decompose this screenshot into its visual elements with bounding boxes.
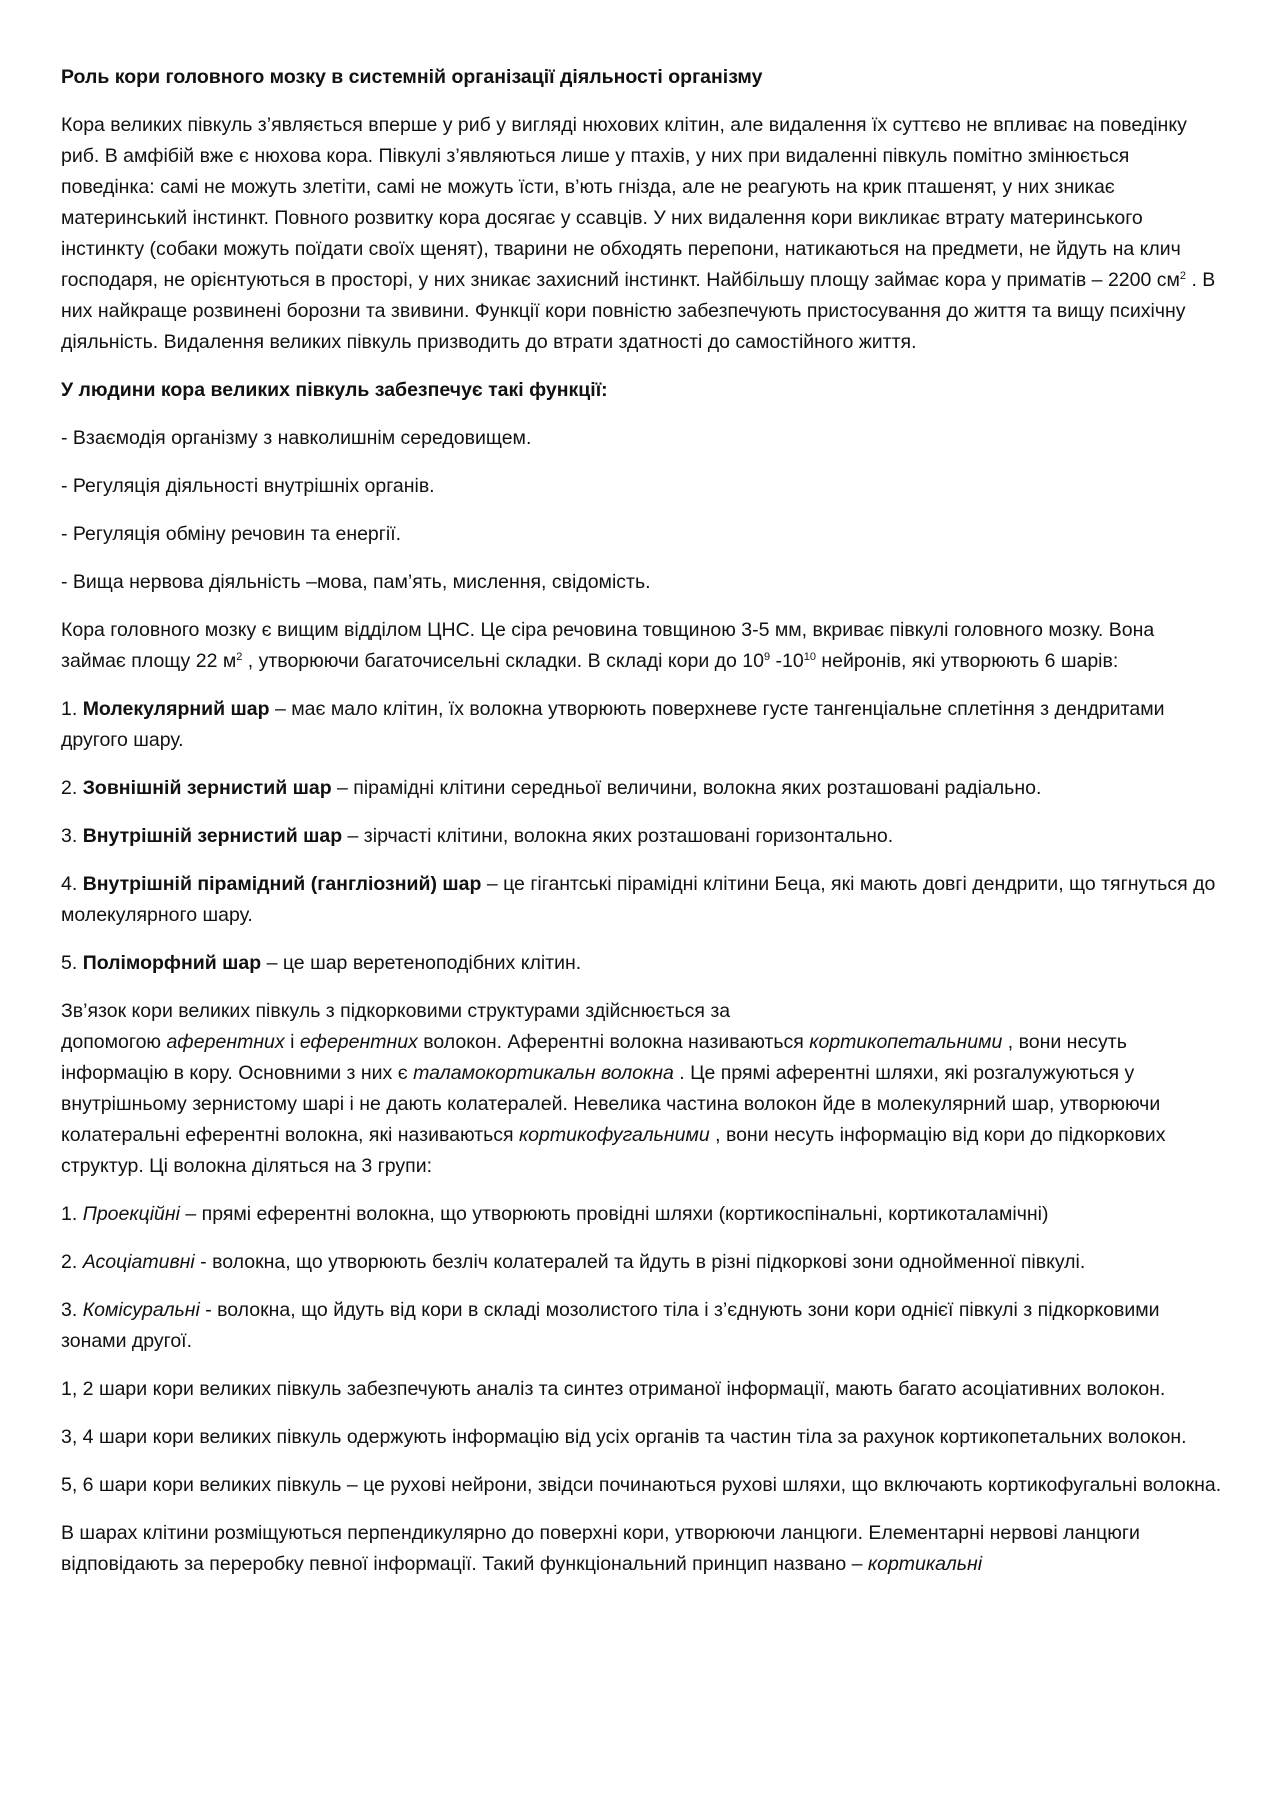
fiber-group-description: – прямі еферентні волокна, що утворюють провідні шляхи (кортикоспінальні, кортикоталамічні) xyxy=(179,1203,1049,1225)
connections-text-f: , вони несуть інформацію від кори до підкоркових структур. Ці волокна діляться на 3 групи: xyxy=(61,1124,1166,1177)
layer-name: Внутрішній пірамідний (гангліозний) шар xyxy=(82,873,482,895)
layer-number: 2. xyxy=(61,777,83,799)
layer-item-1 xyxy=(61,694,1222,756)
layer-item-5 xyxy=(61,948,1222,979)
term-corticofugal: кортикофугальними xyxy=(518,1124,710,1146)
function-item: - Вища нервова діяльність –мова, пам’ять, мислення, свідомість. xyxy=(61,571,651,593)
fiber-group-name: Асоціативні xyxy=(82,1251,195,1273)
intro-superscript: 2 xyxy=(1179,270,1187,282)
term-cortical: кортикальні xyxy=(867,1553,983,1575)
layer-description: – має мало клітин, їх волокна утворюють поверхневе густе тангенціальне сплетіння з дендритами другого шару. xyxy=(61,698,1165,751)
function-item: - Регуляція діяльності внутрішніх органів. xyxy=(61,475,435,497)
closing-text: В шарах клітини розміщуються перпендикулярно до поверхні кори, утворюючи ланцюги. Елементарні нервові ланцюги відповідають за переробку певної інформації. Такий функціональний принцип названо – xyxy=(61,1522,1140,1575)
connections-text-c: волокон. Аферентні волокна називаються xyxy=(417,1031,810,1053)
layer-role-paragraph: 3, 4 шари кори великих півкуль одержують інформацію від усіх органів та частин тіла за рахунок кортикопетальних волокон. xyxy=(61,1426,1187,1448)
cortex-superscript-9: 9 xyxy=(764,651,771,663)
cortex-text-c: -10 xyxy=(770,650,804,672)
fiber-group-number: 1. xyxy=(61,1203,83,1225)
intro-text-b: . В них найкраще розвинені борозни та звивини. Функції кори повністю забезпечують пристосування до життя та вищу психічну діяльність. Видалення великих півкуль призводить до втрати здатності до самостійного життя. xyxy=(61,269,1216,353)
layer-description: – це шар веретеноподібних клітин. xyxy=(261,952,582,974)
connections-text-a: допомогою xyxy=(61,1031,167,1053)
layer-number: 4. xyxy=(61,873,83,895)
fiber-group-number: 3. xyxy=(61,1299,83,1321)
layer-number: 3. xyxy=(61,825,83,847)
layer-description: – це гігантські пірамідні клітини Беца, які мають довгі дендрити, що тягнуться до молекулярного шару. xyxy=(61,873,1216,926)
term-efferent: еферентних xyxy=(299,1031,418,1053)
fiber-group-name: Проекційні xyxy=(82,1203,180,1225)
layer-name: Внутрішній зернистий шар xyxy=(82,825,343,847)
layer-name: Зовнішній зернистий шар xyxy=(82,777,332,799)
intro-text-a: Кора великих півкуль з’являється вперше у риб у вигляді нюхових клітин, але видалення їх суттєво не впливає на поведінку риб. В амфібій вже є нюхова кора. Півкулі з’являються лише у птахів, у них при видаленні півкуль помітно змінюється поведінка: самі не можуть злетіти, самі не можуть їсти, в’ють гнізда, але не реагують на крик пташенят, у них зникає материнський інстинкт. Повного розвитку кора досягає у ссавців. У них видалення кори викликає втрату материнського інстинкту (собаки можуть поїдати своїх щенят), тварини не обходять перепони, натикаються на предмети, не йдуть на клич господаря, не орієнтуються в просторі, у них зникає захисний інстинкт. Найбільшу площу займає кора у приматів – 2200 см xyxy=(61,114,1187,291)
fiber-group-description: - волокна, що утворюють безліч колатералей та йдуть в різні підкоркові зони однойменної півкулі. xyxy=(194,1251,1086,1273)
layer-description: – зірчасті клітини, волокна яких розташовані горизонтально. xyxy=(342,825,894,847)
closing-paragraph xyxy=(61,1518,1222,1580)
fiber-group-1 xyxy=(61,1199,1222,1230)
cortex-text-b: , утворюючи багаточисельні складки. В складі кори до 10 xyxy=(242,650,764,672)
cortex-superscript-area: 2 xyxy=(236,651,243,663)
fiber-group-name: Комісуральні xyxy=(82,1299,200,1321)
connections-text-e: . Це прямі аферентні шляхи, які розгалужуються у внутрішньому зернистому шарі і не дають колатералей. Невелика частина волокон йде в молекулярний шар, утворюючи колатеральні еферентні волокна, які називаються xyxy=(61,1062,1161,1146)
layer-number: 1. xyxy=(61,698,83,720)
function-item: - Взаємодія організму з навколишнім середовищем. xyxy=(61,427,532,449)
functions-heading: У людини кора великих півкуль забезпечує такі функції: xyxy=(61,379,608,401)
intro-paragraph xyxy=(61,110,1222,358)
connections-paragraph xyxy=(61,996,1222,1182)
cortex-text-a: Кора головного мозку є вищим відділом ЦНС. Це сіра речовина товщиною 3-5 мм, вкриває півкулі головного мозку. Вона займає площу 22 м xyxy=(61,619,1155,672)
fiber-group-number: 2. xyxy=(61,1251,83,1273)
layer-name: Молекулярний шар xyxy=(82,698,270,720)
connections-text-b: і xyxy=(284,1031,300,1053)
layer-name: Поліморфний шар xyxy=(82,952,262,974)
cortex-superscript-10: 10 xyxy=(803,651,816,663)
term-corticopetal: кортикопетальними xyxy=(809,1031,1003,1053)
layer-description: – пірамідні клітини середньої величини, волокна яких розташовані радіально. xyxy=(331,777,1042,799)
fiber-group-description: - волокна, що йдуть від кори в складі мозолистого тіла і з’єднують зони кори однієї півкулі з підкорковими зонами другої. xyxy=(61,1299,1160,1352)
fiber-group-2 xyxy=(61,1247,1222,1278)
term-thalamocortical: таламокортикальн волокна xyxy=(413,1062,674,1084)
cortex-text-d: нейронів, які утворюють 6 шарів: xyxy=(815,650,1119,672)
layer-number: 5. xyxy=(61,952,83,974)
layer-item-2 xyxy=(61,773,1222,804)
function-item: - Регуляція обміну речовин та енергії. xyxy=(61,523,402,545)
layer-item-4 xyxy=(61,869,1222,931)
fiber-group-3 xyxy=(61,1295,1222,1357)
term-afferent: аферентних xyxy=(166,1031,285,1053)
cortex-paragraph xyxy=(61,615,1222,677)
layer-role-paragraph: 5, 6 шари кори великих півкуль – це рухові нейрони, звідси починаються рухові шляхи, що включають кортикофугальні волокна. xyxy=(61,1474,1222,1496)
connections-text-d: , вони несуть інформацію в кору. Основними з них є xyxy=(61,1031,1127,1084)
document-title: Роль кори головного мозку в системній організації діяльності організму xyxy=(61,66,763,88)
layer-role-paragraph: 1, 2 шари кори великих півкуль забезпечують аналіз та синтез отриманої інформації, мають багато асоціативних волокон. xyxy=(61,1378,1166,1400)
connections-line-1: Зв’язок кори великих півкуль з підкорковими структурами здійснюється за xyxy=(61,1000,731,1022)
layer-item-3 xyxy=(61,821,1222,852)
